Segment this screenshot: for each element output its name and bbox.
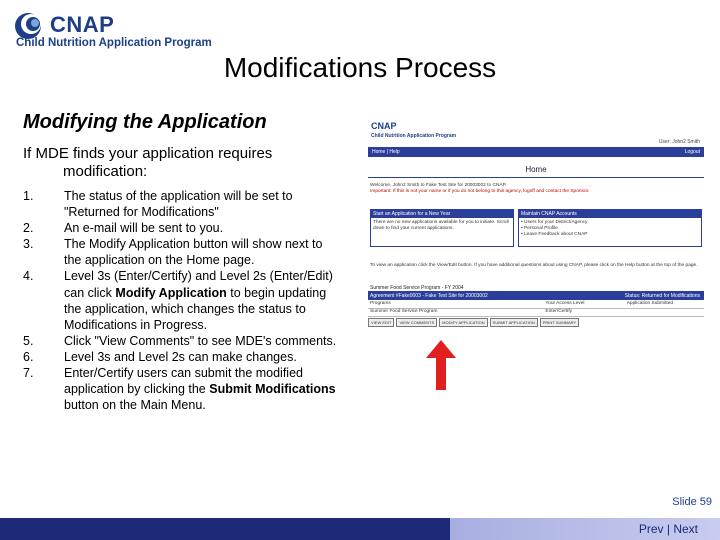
screenshot-logout-link[interactable]: Logout <box>684 149 700 155</box>
logo-word: CNAP <box>50 12 115 37</box>
slide-subtitle: Modifying the Application <box>23 111 267 133</box>
screenshot-table <box>368 301 704 317</box>
cnap-logo <box>14 10 224 52</box>
screenshot-note: To view an application click the View/Edit button. If you have additional questions about using CNAP, please click on the Help button at the top of the page. <box>370 263 698 268</box>
footer-bar <box>0 518 720 540</box>
step-1 <box>23 188 339 220</box>
next-link[interactable]: Next <box>673 522 698 536</box>
screenshot-accounts-panel <box>518 209 702 247</box>
screenshot-link-text: Leave Feedback about CNAP <box>524 232 588 237</box>
step-2 <box>23 220 339 236</box>
step-number: 3. <box>23 237 34 252</box>
view-comments-button[interactable]: VIEW COMMENTS <box>396 318 437 327</box>
step-text: Click "View Comments" to see MDE's comments. <box>64 333 337 348</box>
screenshot-status: Status: Returned for Modifications <box>624 293 700 299</box>
cnap-home-screenshot <box>368 113 704 331</box>
view-edit-button[interactable]: VIEW EDIT <box>368 318 394 327</box>
step-text-part: to begin updating the application, which changes the status to Modifications in Progress. <box>64 285 327 332</box>
step-number: 4. <box>23 269 34 284</box>
step-text: Level 3s and Level 2s can make changes. <box>64 349 297 364</box>
intro-line-2: modification: <box>63 163 148 180</box>
table-cell <box>625 309 704 316</box>
step-text: The status of the application will be set to "Returned for Modifications" <box>64 189 293 220</box>
step-bold-text: Submit Modifications <box>209 382 336 397</box>
table-cell: Enter/Certify <box>545 309 573 314</box>
screenshot-panel-body: There are no new applications available for you to initiate. Scroll down to find your current applications. <box>373 220 509 231</box>
prev-link[interactable]: Prev <box>638 522 664 536</box>
slide-nav <box>639 522 698 536</box>
screenshot-divider <box>368 177 704 178</box>
screenshot-navbar <box>368 147 704 157</box>
step-number: 1. <box>23 189 34 203</box>
slide-number: Slide 59 <box>672 496 712 508</box>
screenshot-home-heading: Home <box>525 165 547 174</box>
screenshot-panel-title: Start an Application for a New Year <box>371 210 513 218</box>
submit-application-button[interactable]: SUBMIT APPLICATION <box>490 318 538 327</box>
step-text-part: Enter/Certify users can submit the modified application by clicking the <box>64 366 303 397</box>
step-bold-text: Modify Application <box>115 285 227 300</box>
print-summary-button[interactable]: PRINT SUMMARY <box>540 318 579 327</box>
table-cell: Programs <box>370 301 391 306</box>
table-cell: Your Access Level <box>545 301 585 306</box>
screenshot-program-title: Summer Food Service Program - FY 2004 <box>370 285 464 291</box>
screenshot-panel-list <box>519 218 701 240</box>
step-number: 6. <box>23 349 34 364</box>
screenshot-new-app-panel <box>370 209 514 247</box>
step-text <box>64 268 339 332</box>
step-text-part: Level 3s (Enter/Certify) and Level 2s (Enter/Edit) can click <box>64 269 333 300</box>
screenshot-logo-subtitle: Child Nutrition Application Program <box>371 133 457 139</box>
screenshot-button-row <box>368 318 579 326</box>
intro-line-1: If MDE finds your application requires <box>23 145 273 162</box>
logo-subtitle: Child Nutrition Application Program <box>16 37 212 49</box>
step-text: An e-mail will be sent to you. <box>64 221 224 236</box>
step-text <box>64 365 339 413</box>
table-row <box>368 301 704 309</box>
step-number: 7. <box>23 366 34 381</box>
screenshot-panel-link[interactable]: • Personal Profile <box>521 226 558 231</box>
step-number: 2. <box>23 221 34 236</box>
screenshot-welcome-line: Welcome, John2 Smith to Fake Test Site for 20003002 to CNAP. <box>370 183 507 188</box>
screenshot-agreement: Agreement #Fake0003 - Fake Test Site for 20003002 <box>370 293 488 299</box>
modify-application-button[interactable]: MODIFY APPLICATION <box>439 318 488 327</box>
screenshot-panel-title: Maintain CNAP Accounts <box>519 210 701 218</box>
table-cell: Application Submitted <box>626 301 674 306</box>
up-arrow-icon <box>426 340 456 390</box>
screenshot-welcome <box>370 183 700 195</box>
nav-separator: | <box>666 522 670 536</box>
step-6 <box>23 349 339 365</box>
screenshot-link-text: Users for your District/Agency <box>524 220 588 225</box>
step-4 <box>23 268 339 332</box>
screenshot-user: User: John2 Smith <box>658 139 700 145</box>
screenshot-agreement-bar <box>368 291 704 300</box>
table-row <box>368 309 704 317</box>
intro-text <box>23 145 343 181</box>
table-cell: Summer Food Service Program <box>370 309 438 314</box>
screenshot-panel-link[interactable]: • Leave Feedback about CNAP <box>521 232 588 237</box>
step-number: 5. <box>23 333 34 348</box>
step-3 <box>23 236 339 268</box>
steps-list <box>23 188 339 413</box>
screenshot-panel-link[interactable]: • Users for your District/Agency <box>521 220 588 225</box>
step-7 <box>23 365 339 413</box>
step-5 <box>23 333 339 349</box>
screenshot-nav-links[interactable]: Home | Help <box>372 149 400 155</box>
screenshot-link-text: Personal Profile <box>524 226 558 231</box>
screenshot-logo: CNAP <box>371 121 397 131</box>
step-text: The Modify Application button will show next to the application on the Home page. <box>64 237 323 268</box>
screenshot-important-line: Important: If this is not your name or if you do not belong to this agency, logoff and contact the Sponsor. <box>370 189 590 194</box>
slide-title: Modifications Process <box>223 52 497 83</box>
step-text-part: button on the Main Menu. <box>64 398 206 413</box>
